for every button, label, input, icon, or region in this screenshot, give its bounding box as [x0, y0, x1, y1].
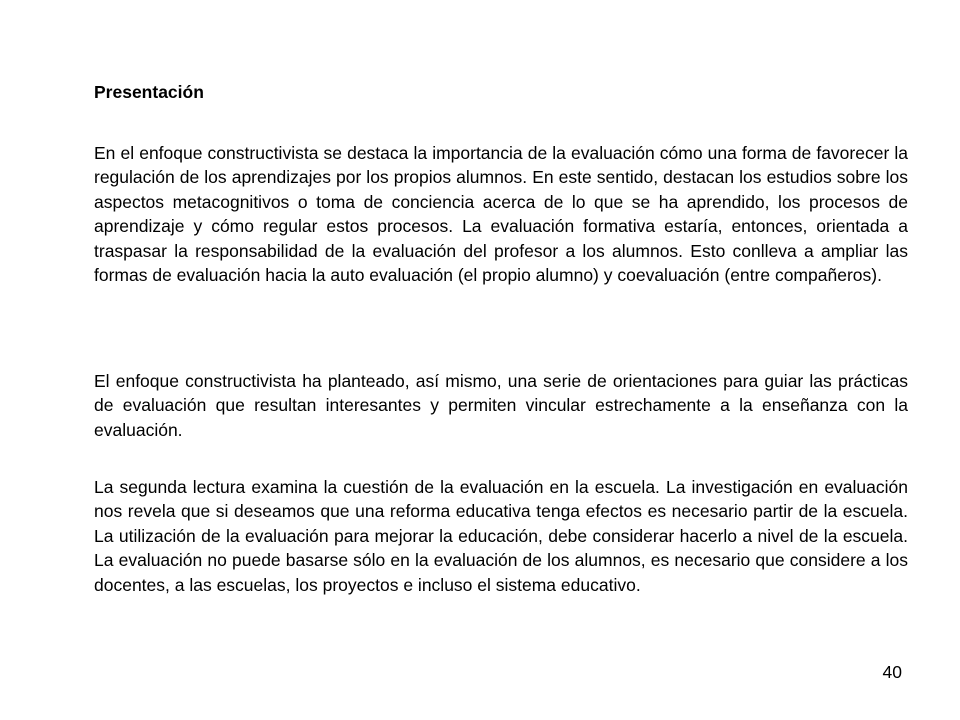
- paragraph-school-evaluation: La segunda lectura examina la cuestión de la evaluación en la escuela. La investigación en evaluación nos revela que si deseamos que una reforma educativa tenga efectos es necesario partir de la escuela. La utilización de la evaluación para mejorar la educación, debe considerar hacerlo a nivel de la escuela. La evaluación no puede basarse sólo en la evaluación de los alumnos, es necesario que considere a los docentes, a las escuelas, los proyectos e incluso el sistema educativo.: [94, 477, 908, 595]
- paragraph-constructivist-evaluation: En el enfoque constructivista se destaca la importancia de la evaluación cómo una forma de favorecer la regulación de los aprendizajes por los propios alumnos. En este sentido, destacan los estudios sobre los aspectos metacognitivos o toma de conciencia acerca de lo que se ha aprendido, los procesos de aprendizaje y cómo regular estos procesos. La evaluación formativa estaría, entonces, orientada a traspasar la responsabilidad de la evaluación del profesor a los alumnos. Esto conlleva a ampliar las formas de evaluación hacia la auto evaluación (el propio alumno) y coevaluación (entre compañeros).: [94, 143, 908, 286]
- section-heading: Presentación: [94, 82, 204, 102]
- paragraph-evaluation-orientations: El enfoque constructivista ha planteado, así mismo, una serie de orientaciones para guiar las prácticas de evaluación que resultan interesantes y permiten vincular estrechamente a la enseñanza con la evaluación.: [94, 371, 908, 440]
- page-number: 40: [882, 662, 902, 682]
